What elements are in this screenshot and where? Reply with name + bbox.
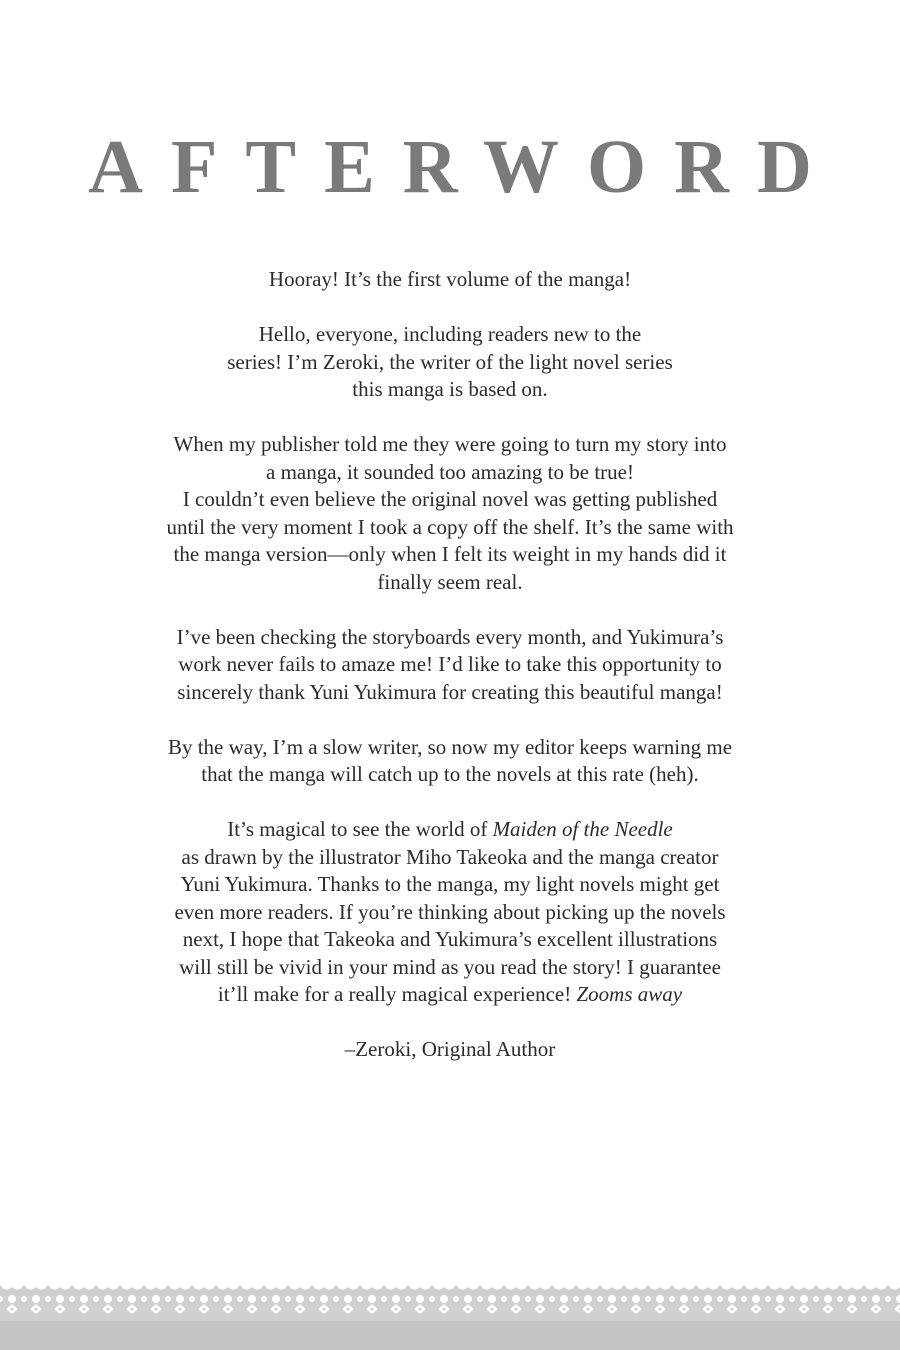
lace-border bbox=[0, 1285, 900, 1350]
text-line: a manga, it sounded too amazing to be true! bbox=[266, 459, 634, 484]
paragraph-6 bbox=[100, 816, 800, 1009]
text-line: even more readers. If you’re thinking about picking up the novels bbox=[174, 899, 726, 924]
italic-aside: Zooms away bbox=[576, 982, 683, 1006]
text-line: I’ve been checking the storyboards every month, and Yukimura’s bbox=[176, 624, 724, 649]
text-line: I couldn’t even believe the original novel was getting published bbox=[182, 487, 718, 511]
text-line: this manga is based on. bbox=[352, 377, 548, 401]
text-line: will still be vivid in your mind as you read the story! I guarantee bbox=[179, 954, 721, 979]
paragraph-4 bbox=[100, 624, 800, 707]
page-title: AFTERWORD bbox=[88, 124, 840, 209]
paragraph-5 bbox=[100, 734, 800, 789]
afterword-body bbox=[100, 266, 800, 1091]
text-line: Yuni Yukimura. Thanks to the manga, my light novels might get bbox=[180, 872, 720, 896]
text-line: finally seem real. bbox=[377, 569, 523, 594]
text-line: sincerely thank Yuni Yukimura for creating this beautiful manga! bbox=[177, 679, 723, 704]
text-line: By the way, I’m a slow writer, so now my editor keeps warning me bbox=[167, 734, 733, 759]
text-line: work never fails to amaze me! I’d like to take this opportunity to bbox=[178, 652, 722, 676]
text-line: as drawn by the illustrator Miho Takeoka and the manga creator bbox=[181, 844, 719, 869]
book-title: Maiden of the Needle bbox=[492, 817, 673, 841]
paragraph-3 bbox=[100, 431, 800, 596]
text-line: series! I’m Zeroki, the writer of the light novel series bbox=[227, 349, 673, 374]
text-line: When my publisher told me they were going to turn my story into bbox=[173, 432, 727, 456]
text-line: Hooray! It’s the first volume of the manga! bbox=[268, 267, 632, 291]
text-line: the manga version—only when I felt its weight in my hands did it bbox=[173, 542, 727, 566]
text-line: until the very moment I took a copy off the shelf. It’s the same with bbox=[166, 514, 734, 539]
text-line: that the manga will catch up to the novels at this rate (heh). bbox=[201, 762, 699, 786]
text-line bbox=[100, 816, 800, 844]
signature-line: –Zeroki, Original Author bbox=[344, 1037, 556, 1061]
signature bbox=[100, 1036, 800, 1064]
text-run: It’s magical to see the world of bbox=[227, 817, 493, 841]
text-line: next, I hope that Takeoka and Yukimura’s excellent illustrations bbox=[182, 927, 718, 951]
text-line: Hello, everyone, including readers new to the bbox=[258, 322, 642, 346]
paragraph-1 bbox=[100, 266, 800, 294]
paragraph-2 bbox=[100, 321, 800, 404]
text-run: it’ll make for a really magical experience! bbox=[217, 982, 577, 1006]
text-line bbox=[100, 981, 800, 1009]
